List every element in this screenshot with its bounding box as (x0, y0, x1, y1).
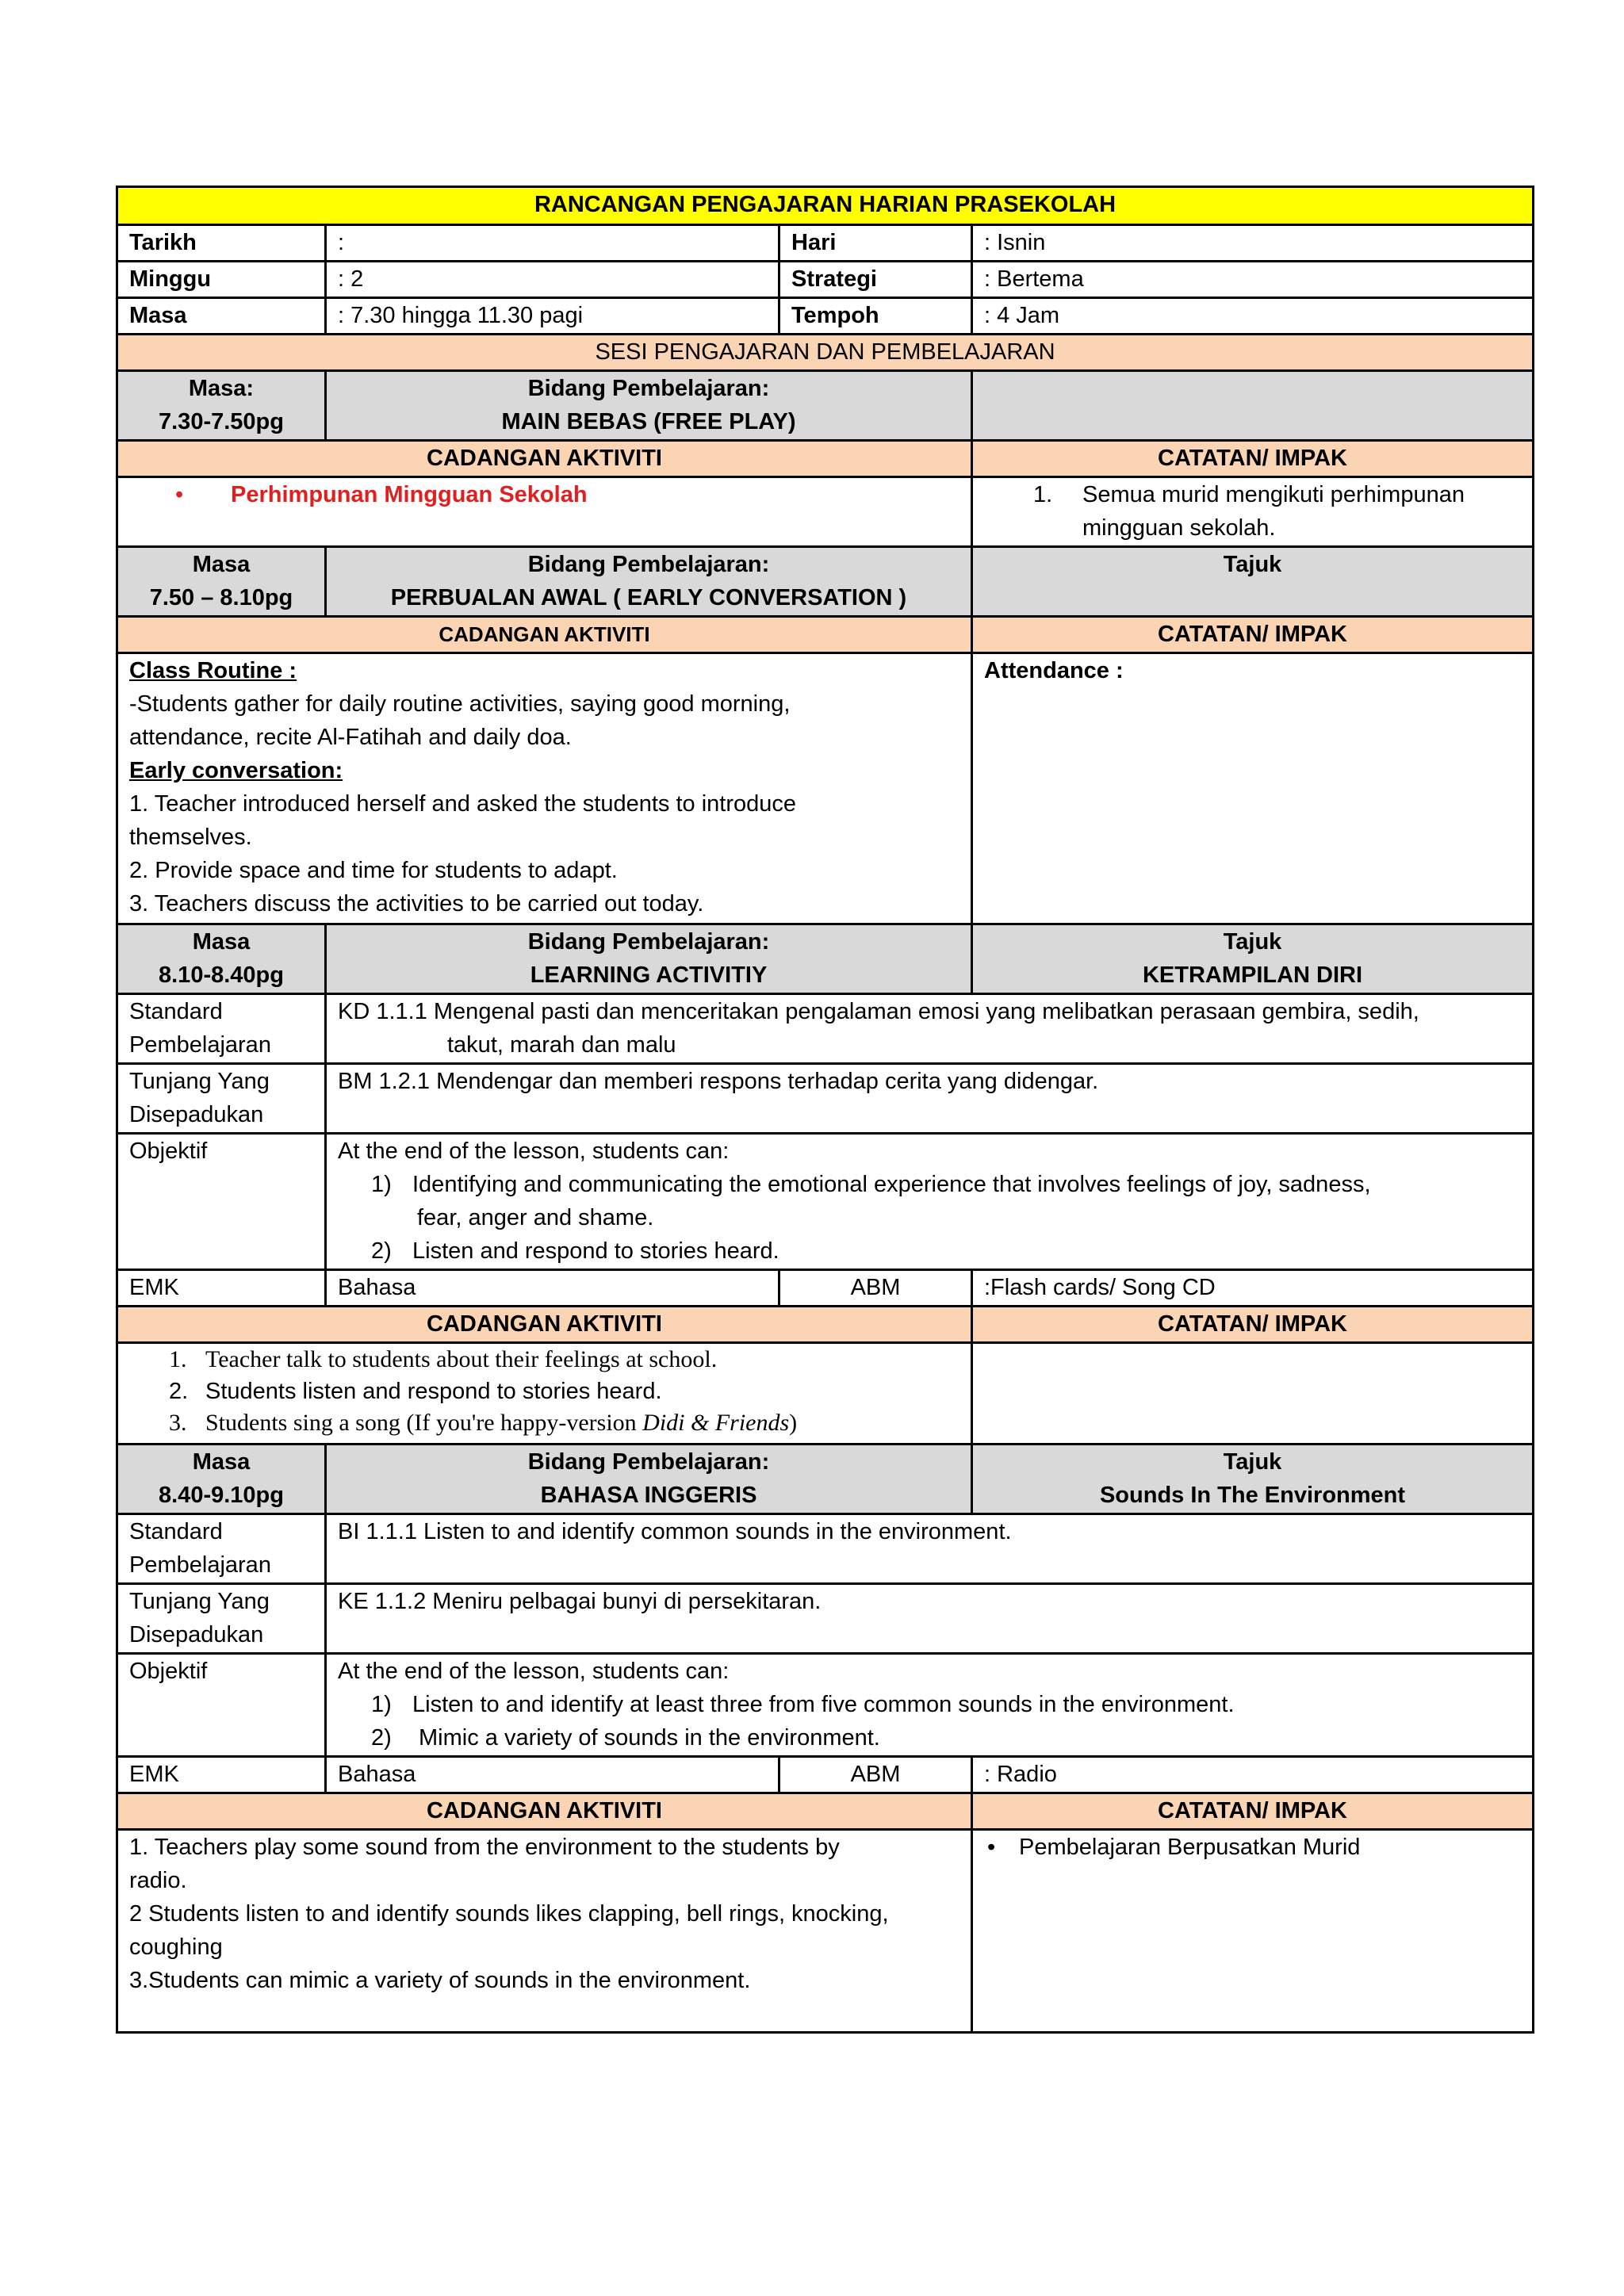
s3-act1: Teacher talk to students about their feelings at school. (205, 1346, 718, 1372)
s1-masa (117, 371, 326, 441)
s1-bidang (326, 371, 972, 441)
s3-obj2-num: 2) (371, 1238, 392, 1264)
s3-tajuk (972, 924, 1534, 994)
s2-masa (117, 547, 326, 617)
masa-value: : 7.30 hingga 11.30 pagi (326, 298, 779, 335)
minggu-label: Minggu (117, 262, 326, 298)
s4-obj2: Mimic a variety of sounds in the environment. (419, 1725, 880, 1751)
s3-objective-1 (338, 1168, 1521, 1234)
s3-activity-3 (129, 1407, 959, 1439)
s1-note-text (1082, 478, 1465, 545)
bullet-icon: • (175, 482, 184, 507)
s1-cadangan-heading: CADANGAN AKTIVITI (117, 441, 972, 477)
s4-tunjang-label (117, 1584, 326, 1654)
s1-note-num: 1. (1033, 482, 1053, 507)
s3-tajuk-value: KETRAMPILAN DIRI (1142, 962, 1363, 988)
s3-objektif-value (326, 1134, 1534, 1270)
s1-note-cell (972, 477, 1534, 547)
s2-tajuk (972, 547, 1534, 617)
s3-abm-label: ABM (779, 1270, 972, 1307)
s1-bidang-value: MAIN BEBAS (FREE PLAY) (501, 409, 796, 434)
s2-bidang (326, 547, 972, 617)
s3-activity-cell (117, 1343, 972, 1445)
s3-standard-value (326, 994, 1534, 1064)
s1-masa-value: 7.30-7.50pg (159, 409, 284, 434)
s4-note-item (984, 1831, 1521, 1864)
s4-objektif-value (326, 1654, 1534, 1757)
s4-activity-cell (117, 1830, 972, 2033)
s1-empty-cell (972, 371, 1534, 441)
s4-note: Pembelajaran Berpusatkan Murid (1019, 1835, 1361, 1860)
s3-cadangan-heading: CADANGAN AKTIVITI (117, 1307, 972, 1343)
document-title: RANCANGAN PENGAJARAN HARIAN PRASEKOLAH (117, 187, 1534, 225)
s3-emk-label: EMK (117, 1270, 326, 1307)
hari-value: : Isnin (972, 225, 1534, 262)
s3-activity-1 (129, 1344, 959, 1376)
early-conversation-heading: Early conversation: (129, 758, 343, 783)
s3-objektif-label: Objektif (117, 1134, 326, 1270)
s4-standard-label2: Pembelajaran (129, 1552, 271, 1578)
s3-act3-post: ) (789, 1410, 798, 1436)
s1-activity: Perhimpunan Mingguan Sekolah (231, 482, 588, 507)
s3-note-cell (972, 1343, 1534, 1445)
s3-obj2: Listen and respond to stories heard. (412, 1238, 779, 1264)
s4-standard-value: BI 1.1.1 Listen to and identify common sounds in the environment. (326, 1514, 1534, 1584)
s3-abm-value: :Flash cards/ Song CD (972, 1270, 1534, 1307)
s4-act3: 3.Students can mimic a variety of sounds in the environment. (129, 1968, 751, 1993)
s2-note-cell (972, 653, 1534, 924)
s3-masa (117, 924, 326, 994)
s4-objective-1 (338, 1688, 1521, 1721)
s4-objektif-label: Objektif (117, 1654, 326, 1757)
s3-emk-value: Bahasa (326, 1270, 779, 1307)
s4-obj1-num: 1) (371, 1692, 392, 1717)
s2-bidang-value: PERBUALAN AWAL ( EARLY CONVERSATION ) (390, 585, 907, 610)
s3-obj1-line1: Identifying and communicating the emotional experience that involves feelings of joy, sadness, (412, 1172, 1371, 1197)
s1-activity-cell (117, 477, 972, 547)
s3-tunjang-value: BM 1.2.1 Mendengar dan memberi respons terhadap cerita yang didengar. (326, 1064, 1534, 1134)
s3-act1-num: 1. (169, 1346, 187, 1372)
s2-bidang-label: Bidang Pembelajaran: (527, 552, 770, 577)
s4-objective-2 (338, 1721, 1521, 1755)
strategi-value: : Bertema (972, 262, 1534, 298)
s4-masa (117, 1445, 326, 1514)
s3-tunjang-label1: Tunjang Yang (129, 1069, 270, 1094)
s4-bidang (326, 1445, 972, 1514)
s4-masa-label: Masa (192, 1449, 251, 1475)
masa-label: Masa (117, 298, 326, 335)
s4-note-cell (972, 1830, 1534, 2033)
s3-obj1-line2: fear, anger and shame. (417, 1205, 654, 1230)
lesson-plan-table (116, 186, 1534, 2034)
s3-standard-label (117, 994, 326, 1064)
s4-catatan-heading: CATATAN/ IMPAK (972, 1793, 1534, 1830)
s4-standard-label1: Standard (129, 1519, 223, 1544)
tempoh-value: : 4 Jam (972, 298, 1534, 335)
strategi-label: Strategi (779, 262, 972, 298)
s3-obj1-num: 1) (371, 1172, 392, 1197)
s4-obj1: Listen to and identify at least three from five common sounds in the environment. (412, 1692, 1235, 1717)
s4-act1b: radio. (129, 1868, 187, 1893)
hari-label: Hari (779, 225, 972, 262)
s3-tunjang-label2: Disepadukan (129, 1102, 264, 1127)
s1-catatan-heading: CATATAN/ IMPAK (972, 441, 1534, 477)
s1-note-line1: Semua murid mengikuti perhimpunan (1082, 482, 1465, 507)
s4-tunjang-value: KE 1.1.2 Meniru pelbagai bunyi di persekitaran. (326, 1584, 1534, 1654)
early-conversation-2: 2. Provide space and time for students to adapt. (129, 858, 618, 883)
s4-obj2-num: 2) (371, 1725, 392, 1751)
s4-abm-value: : Radio (972, 1757, 1534, 1793)
s3-act3-num: 3. (169, 1410, 187, 1436)
s2-catatan-heading: CATATAN/ IMPAK (972, 617, 1534, 653)
s4-tunjang-label2: Disepadukan (129, 1622, 264, 1647)
s4-act2a: 2 Students listen to and identify sounds likes clapping, bell rings, knocking, (129, 1901, 889, 1927)
attendance-label: Attendance : (984, 658, 1124, 683)
s1-masa-label: Masa: (188, 376, 255, 401)
s4-tajuk-label: Tajuk (1223, 1449, 1282, 1475)
s4-masa-value: 8.40-9.10pg (159, 1483, 284, 1508)
s4-tajuk (972, 1445, 1534, 1514)
s2-tajuk-label: Tajuk (1223, 552, 1282, 577)
session-heading: SESI PENGAJARAN DAN PEMBELAJARAN (117, 335, 1534, 371)
s3-bidang-label: Bidang Pembelajaran: (527, 929, 770, 955)
s2-masa-label: Masa (192, 552, 251, 577)
s1-note-item (984, 478, 1521, 545)
tempoh-label: Tempoh (779, 298, 972, 335)
minggu-value: : 2 (326, 262, 779, 298)
s4-emk-label: EMK (117, 1757, 326, 1793)
s3-standard-label2: Pembelajaran (129, 1032, 271, 1058)
s4-abm-label: ABM (779, 1757, 972, 1793)
early-conversation-3: 3. Teachers discuss the activities to be carried out today. (129, 891, 704, 916)
s2-activity-cell (117, 653, 972, 924)
s4-tajuk-value: Sounds In The Environment (1099, 1483, 1406, 1508)
s4-tunjang-label1: Tunjang Yang (129, 1589, 270, 1614)
class-routine-line1: -Students gather for daily routine activities, saying good morning, (129, 691, 791, 717)
tarikh-label: Tarikh (117, 225, 326, 262)
s3-bidang-value: LEARNING ACTIVITIY (530, 962, 768, 988)
s3-objective-2 (338, 1234, 1521, 1268)
class-routine-line2: attendance, recite Al-Fatihah and daily doa. (129, 725, 572, 750)
s3-masa-value: 8.10-8.40pg (159, 962, 284, 988)
s3-objektif-intro: At the end of the lesson, students can: (338, 1138, 730, 1164)
s4-act2b: coughing (129, 1934, 223, 1960)
s3-tajuk-label: Tajuk (1223, 929, 1282, 955)
s4-objektif-intro: At the end of the lesson, students can: (338, 1659, 730, 1684)
s4-bidang-value: BAHASA INGGERIS (540, 1483, 757, 1508)
s3-act3-italic: Didi & Friends (642, 1410, 790, 1436)
s1-bidang-label: Bidang Pembelajaran: (527, 376, 770, 401)
early-conversation-1a: 1. Teacher introduced herself and asked the students to introduce (129, 791, 797, 817)
bullet-icon: • (987, 1835, 996, 1860)
early-conversation-1b: themselves. (129, 825, 252, 850)
s4-standard-label (117, 1514, 326, 1584)
s4-act1a: 1. Teachers play some sound from the environment to the students by (129, 1835, 840, 1860)
class-routine-heading: Class Routine : (129, 658, 297, 683)
s3-act2-num: 2. (169, 1379, 189, 1404)
s3-tunjang-label (117, 1064, 326, 1134)
s2-masa-value: 7.50 – 8.10pg (149, 585, 293, 610)
s3-standard-line1: KD 1.1.1 Mengenal pasti dan menceritakan pengalaman emosi yang melibatkan perasaan gembira, sedih, (338, 999, 1419, 1024)
s3-bidang (326, 924, 972, 994)
s2-cadangan-heading: CADANGAN AKTIVITI (117, 617, 972, 653)
tarikh-value: : (326, 225, 779, 262)
s3-act3-pre: Students sing a song (If you're happy-version (205, 1410, 643, 1436)
s4-cadangan-heading: CADANGAN AKTIVITI (117, 1793, 972, 1830)
s3-masa-label: Masa (192, 929, 251, 955)
s3-standard-line2: takut, marah dan malu (447, 1032, 676, 1058)
s3-obj1-text (412, 1168, 1371, 1234)
s3-standard-label1: Standard (129, 999, 223, 1024)
s3-catatan-heading: CATATAN/ IMPAK (972, 1307, 1534, 1343)
s1-note-line2: mingguan sekolah. (1082, 515, 1276, 541)
s3-act3 (205, 1407, 797, 1439)
s3-act2: Students listen and respond to stories heard. (205, 1379, 662, 1404)
s3-activity-2 (129, 1376, 959, 1407)
s1-activity-item (129, 478, 959, 511)
s4-bidang-label: Bidang Pembelajaran: (527, 1449, 770, 1475)
s4-emk-value: Bahasa (326, 1757, 779, 1793)
